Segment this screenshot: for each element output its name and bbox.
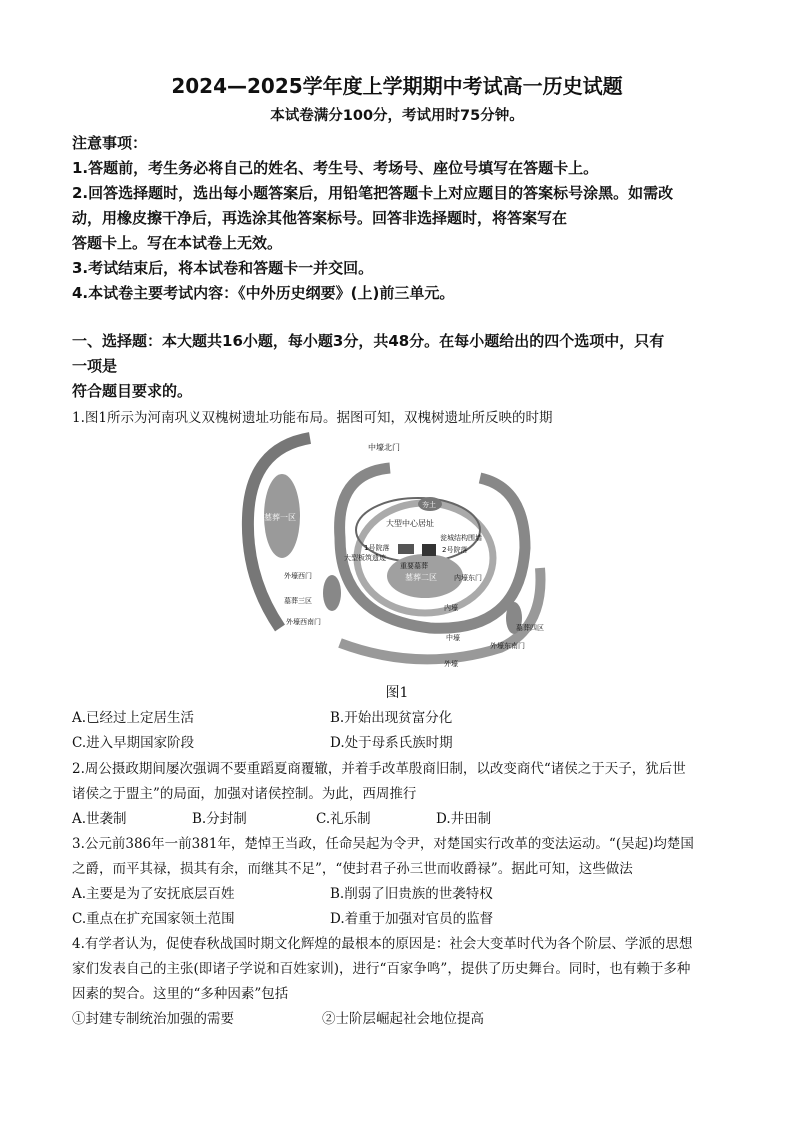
section-heading: 一、选择题：本大题共16小题，每小题3分，共48分。在每小题给出的四个选项中，只有 [72, 332, 665, 350]
option-b: B.开始出现贫富分化 [330, 710, 453, 726]
note-item: 动，用橡皮擦干净后，再选涂其他答案标号。回答非选择题时，将答案写在 [72, 209, 568, 227]
court-2 [422, 544, 436, 556]
note-item: 4.本试卷主要考试内容：《中外历史纲要》(上)前三单元。 [72, 284, 455, 302]
option-d: D.着重于加强对官员的监督 [330, 911, 494, 927]
court-1 [398, 544, 414, 554]
map-label-inner-east-gate: 内壕东门 [454, 574, 482, 582]
note-item: 3.考试结束后，将本试卷和答题卡一并交回。 [72, 259, 374, 277]
question-4-stem: 家们发表自己的主张(即诸子学说和百姓家训)，进行“百家争鸣”，提供了历史舞台。同时，也有赖于多种 [72, 961, 691, 977]
option-a: A.已经过上定居生活 [72, 710, 195, 726]
section-heading: 符合题目要求的。 [72, 382, 193, 400]
question-1-stem: 1.图1所示为河南巩义双槐树遗址功能布局。据图可知，双槐树遗址所反映的时期 [72, 410, 553, 426]
map-label-outer-moat: 外壕 [444, 660, 458, 668]
map-label-outer-east-gate: 外壕东南门 [490, 642, 525, 650]
option-d: D.井田制 [436, 811, 492, 827]
map-label-rammed: 大型板筑遗迹 [344, 554, 386, 562]
option-b: B.削弱了旧贵族的世袭特权 [330, 886, 493, 902]
option-b: B.分封制 [192, 811, 247, 827]
section-heading: 一项是 [72, 357, 118, 375]
map-label-wall: 瓮城结构围墙 [440, 534, 482, 542]
option-c: C.重点在扩充国家领土范围 [72, 911, 235, 927]
map-label-court2: 2号院落 [442, 546, 468, 554]
option-1: ①封建专制统治加强的需要 [72, 1011, 234, 1027]
option-c: C.礼乐制 [316, 811, 371, 827]
page-title: 2024—2025学年度上学期期中考试高一历史试题 [171, 74, 623, 98]
option-a: A.世袭制 [72, 811, 127, 827]
question-3-stem: 之爵，而平其禄，损其有余，而继其不足”，“使封君子孙三世而收爵禄”。据此可知，这些做法 [72, 861, 633, 877]
question-2-stem: 诸侯之于盟主”的局面，加强对诸侯控制。为此，西周推行 [72, 786, 417, 802]
site-map-figure [240, 428, 550, 678]
map-label-inner-moat: 内壕 [444, 604, 458, 612]
question-2-stem: 2.周公摄政期间屡次强调不要重蹈夏商覆辙，并着手改革殷商旧制，以改变商代“诸侯之于天子，犹后世 [72, 761, 686, 777]
note-item: 2.回答选择题时，选出每小题答案后，用铅笔把答题卡上对应题目的答案标号涂黑。如需改 [72, 184, 674, 202]
map-label-outer-west-gate: 外壕西门 [284, 572, 312, 580]
option-c: C.进入早期国家阶段 [72, 735, 195, 751]
figure-caption: 图1 [385, 685, 409, 701]
notes-heading: 注意事项： [72, 134, 148, 152]
map-label-outer-sw-gate: 外壕西南门 [286, 618, 321, 626]
page-subtitle: 本试卷满分100分，考试用时75分钟。 [270, 108, 524, 124]
map-label-cemetery4: 墓葬四区 [516, 624, 544, 632]
map-label-cemetery3: 墓葬三区 [284, 597, 312, 605]
cemetery-3 [323, 575, 341, 611]
option-a: A.主要是为了安抚底层百姓 [72, 886, 235, 902]
note-item: 1.答题前，考生务必将自己的姓名、考生号、考场号、座位号填写在答题卡上。 [72, 159, 599, 177]
option-2: ②士阶层崛起社会地位提高 [322, 1011, 484, 1027]
map-label-middle-moat: 中壕 [446, 634, 460, 642]
option-d: D.处于母系氏族时期 [330, 735, 453, 751]
map-label-cemetery2: 墓葬二区 [405, 573, 437, 582]
map-label-north-gate: 中壕北门 [368, 443, 400, 452]
question-3-stem: 3.公元前386年一前381年，楚悼王当政，任命吴起为令尹，对楚国实行改革的变法运动。“(吴起)均楚国 [72, 836, 694, 852]
map-label-central: 大型中心居址 [386, 519, 434, 528]
question-4-stem: 4.有学者认为，促使春秋战国时期文化辉煌的最根本的原因是：社会大变革时代为各个阶层、学派的思想 [72, 936, 693, 952]
note-item: 答题卡上。写在本试卷上无效。 [72, 234, 283, 252]
map-label-court1: 1号院落 [364, 544, 390, 552]
map-label-cemetery1: 墓葬一区 [264, 513, 296, 522]
map-label-tombs: 重要墓葬 [400, 562, 428, 570]
question-4-stem: 因素的契合。这里的“多种因素”包括 [72, 986, 289, 1002]
map-label-beast: 夯土 [422, 501, 436, 509]
